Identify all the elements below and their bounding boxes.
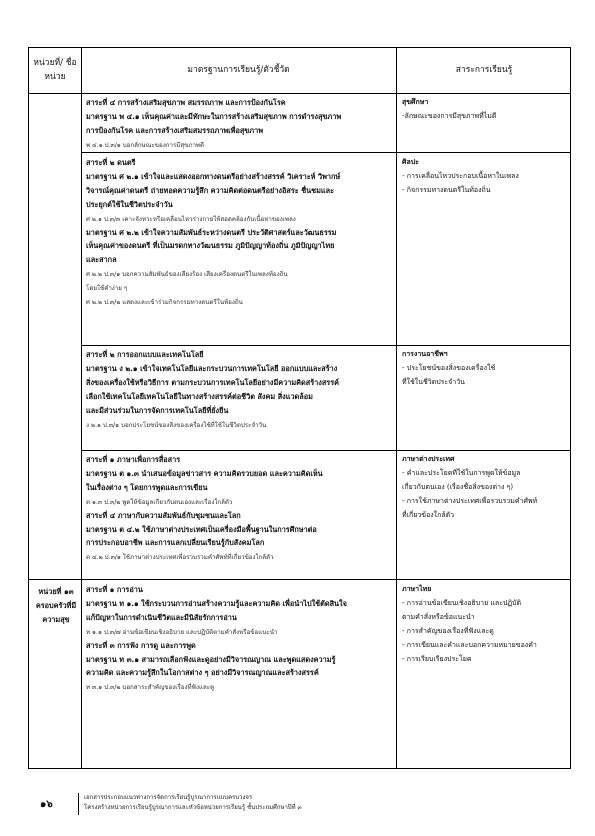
standard-text: สาระที่ ๑ การอ่าน: [86, 585, 143, 594]
footer-line-2: โครงสร้างหน่วยการเรียนรู้บูรณาการและหัวข้อหน่วยการเรียนรู้ ชั้นประถมศึกษาปีที่ ๓: [84, 804, 302, 811]
standard-text: การป้องกันโรค และการสร้างเสริมสมรรถภาพเพื่อสุขภาพ: [86, 125, 263, 135]
standard-line: [86, 198, 173, 212]
standard-text: พ ๔.๑ ป.๓/๑ บอกลักษณะของการมีสุขภาพดี: [86, 141, 205, 149]
standard-line: [86, 281, 127, 296]
standard-line: [86, 550, 274, 565]
standard-line: [86, 348, 204, 362]
standard-line: [86, 404, 228, 418]
content-line: - การใช้ภาษาต่างประเทศเพื่อรวบรวมคำศัพท์: [402, 496, 538, 505]
standard-text: เห็นคุณค่าของดนตรี ที่เป็นมรดกทางวัฒนธรรม ภูมิปัญญาท้องถิ่น ภูมิปัญญาไทย: [86, 241, 335, 251]
content-line: - กิจกรรมทางดนตรีในท้องถิ่น: [402, 185, 491, 194]
standard-text: สาระที่ ๒ ดนตรี: [86, 158, 136, 167]
standard-text: แก้ปัญหาในการดำเนินชีวิตและมีนิสัยรักการอ่าน: [86, 612, 237, 622]
standard-line: [86, 124, 263, 138]
standard-text: มาตรฐาน ง ๒.๑ เข้าใจเทคโนโลยีและกระบวนการเทคโนโลยี ออกแบบและสร้าง: [86, 363, 338, 373]
page-number: ๑๖: [40, 799, 53, 810]
standard-text: ประยุกต์ใช้ในชีวิตประจำวัน: [86, 199, 173, 209]
standard-line: [86, 362, 337, 376]
standard-text: และมีส่วนร่วมในการจัดการเทคโนโลยีที่ยั่งยืน: [86, 405, 229, 415]
content-line: สุขศึกษา: [402, 98, 429, 106]
standard-text: ศ ๒.๑ ป.๓/๓ เคาะจังหวะหรือเคลื่อนไหวร่างกายให้สอดคล้องกับเนื้อหาของเพลง: [86, 215, 296, 223]
standard-text: การประกอบอาชีพ และการแลกเปลี่ยนเรียนรู้กับสังคมโลก: [86, 538, 265, 548]
curriculum-table: [28, 47, 571, 769]
standard-text: ต ๑.๓ ป.๓/๒ พูดให้ข้อมูลเกี่ยวกับตนเองและเรื่องใกล้ตัว: [86, 498, 233, 506]
standard-line: [86, 110, 341, 124]
footer-divider: [78, 793, 79, 815]
column-divider: [396, 48, 397, 768]
header-standards: มาตรฐานการเรียนรู้/ตัวชี้วัด: [187, 65, 290, 75]
standard-text: ท ๑.๑ ป.๓/๗ อ่านข้อเขียนเชิงอธิบาย และปฏิบัติตามคำสั่งหรือข้อแนะนำ: [86, 628, 278, 636]
standard-text: มาตรฐาน ท ๓.๑ สามารถเลือกฟังและดูอย่างมีวิจารณญาณ และพูดแสดงความรู้: [86, 654, 336, 664]
standard-line: [86, 495, 232, 510]
header-divider: [29, 93, 570, 94]
content-line: ที่ใช้ในชีวิตประจำวัน: [402, 377, 465, 386]
unit-title: หน่วยที่ ๑๓ ครอบครัวที่มีความสุข: [35, 587, 77, 624]
standard-text: ง ๒.๑ ป.๓/๑ บอกประโยชน์ของสิ่งของเครื่องใช้ที่ใช้ในชีวิตประจำวัน: [86, 421, 267, 429]
standard-text: ท ๓.๑ ป.๓/๒ บอกสาระสำคัญของเรื่องที่ฟังและดู: [86, 684, 215, 692]
content-line: - การเรียบเรียงประโยค: [402, 654, 472, 663]
standard-text: สาระที่ ๑ ภาษาเพื่อการสื่อสาร: [86, 455, 181, 464]
standard-text: ในเรื่องต่าง ๆ โดยการพูดและการเขียน: [86, 482, 208, 492]
content-line: - ประโยชน์ของสิ่งของเครื่องใช้: [402, 363, 496, 372]
standard-line: [86, 295, 243, 310]
standard-text: มาตรฐาน ท ๑.๑ ใช้กระบวนการอ่านสร้างความรู้และความคิด เพื่อนำไปใช้ตัดสินใจ: [86, 598, 347, 608]
standard-line: [86, 467, 323, 481]
content-line: -ลักษณะของการมีสุขภาพที่ไม่ดี: [402, 111, 497, 120]
content-line: ตามคำสั่งหรือข้อแนะนำ: [402, 612, 475, 621]
standard-line: [86, 509, 241, 523]
standard-line: [86, 184, 334, 198]
standard-text: ศ ๒.๒ ป.๓/๒ แสดงและเข้าร่วมกิจกรรมทางดนตรีในท้องถิ่น: [86, 299, 243, 306]
content-line: เกี่ยวกับตนเอง (เรื่องชื่อสิ่งของต่าง ๆ): [402, 482, 514, 491]
standard-line: [86, 453, 180, 467]
content-line: ภาษาต่างประเทศ: [402, 455, 455, 463]
row-divider: [29, 579, 570, 580]
standard-text: โดยใช้คำง่าย ๆ: [86, 285, 128, 293]
standard-text: สาระที่ ๓ การฟัง การดู และการพูด: [86, 640, 196, 650]
content-line: - การเคลื่อนไหวประกอบเนื้อหาในเพลง: [402, 171, 519, 180]
standard-line: [86, 418, 266, 433]
standard-line: [86, 536, 264, 550]
standard-text: สิ่งของเครื่องใช้หรือวิธีการ ตามกระบวนการเทคโนโลยีอย่างมีความคิดสร้างสรรค์: [86, 377, 339, 387]
content-line: ที่เกี่ยวข้องใกล้ตัว: [402, 510, 455, 519]
standard-line: [86, 376, 339, 390]
standard-text: มาตรฐาน พ ๔.๑ เห็นคุณค่าและมีทักษะในการสร้างเสริมสุขภาพ การดำรงสุขภาพ: [86, 111, 342, 121]
standard-line: [86, 481, 208, 495]
header-unit: หน่วยที่/ ชื่อหน่วย: [33, 58, 77, 82]
standard-line: [86, 666, 319, 680]
standard-text: มาตรฐาน ศ ๒.๑ เข้าใจและแสดงออกทางดนตรีอย่างสร้างสรรค์ วิเคราะห์ วิพากษ์: [86, 171, 341, 181]
footer-text: [84, 793, 302, 813]
content-line: ศิลปะ: [402, 158, 419, 166]
standard-line: [86, 253, 117, 267]
standard-text: สาระที่ ๒ การออกแบบและเทคโนโลยี: [86, 350, 204, 359]
content-line: - การเขียนและคำและบอกความหมายของคำ: [402, 640, 537, 649]
standard-text: ศ ๒.๒ ป.๓/๑ บอกความสัมพันธ์ของเสียงร้อง เสียงเครื่องดนตรีในเพลงท้องถิ่น: [86, 271, 288, 279]
standard-line: [86, 226, 337, 240]
standard-text: วิจารณ์คุณค่าดนตรี ถ่ายทอดความรู้สึก ความคิดต่อดนตรีอย่างอิสระ ชื่นชมและ: [86, 185, 334, 195]
standard-text: สาระที่ ๔ ภาษากับความสัมพันธ์กับชุมชนและโลก: [86, 510, 241, 520]
standard-line: [86, 212, 296, 227]
standard-line: [86, 156, 135, 170]
standard-text: และสากล: [86, 255, 117, 265]
row-divider: [81, 345, 570, 346]
standard-text: ความคิด และความรู้สึกในโอกาสต่าง ๆ อย่างมีวิจารณญาณและสร้างสรรค์: [86, 668, 319, 678]
standard-line: [86, 138, 204, 153]
row-divider: [81, 450, 570, 451]
column-divider: [81, 48, 82, 768]
standard-line: [86, 96, 286, 110]
standard-text: มาตรฐาน ต ๔.๒ ใช้ภาษาต่างประเทศเป็นเครื่องมือพื้นฐานในการศึกษาต่อ: [86, 524, 317, 534]
standard-text: ต ๔.๒ ป.๓/๑ ใช้ภาษาต่างประเทศเพื่อรวบรวมคำศัพท์ที่เกี่ยวข้องใกล้ตัว: [86, 554, 274, 562]
standard-line: [86, 390, 313, 404]
standard-line: [86, 611, 237, 625]
standard-line: [86, 239, 334, 253]
content-line: - คำและประโยคที่ใช้ในการพูดให้ข้อมูล: [402, 468, 521, 477]
content-line: - การอ่านข้อเขียนเชิงอธิบาย และปฏิบัติ: [402, 598, 522, 607]
standard-line: [86, 653, 335, 667]
footer-line-1: เอกสารประกอบแนวทางการจัดการเรียนรู้บูรณาการแบบครบวงจร: [84, 794, 253, 801]
standard-text: มาตรฐาน ต ๑.๓ นำเสนอข้อมูลข่าวสาร ความคิดรวบยอด และความคิดเห็น: [86, 468, 323, 478]
standard-line: [86, 583, 143, 597]
content-line: ภาษาไทย: [402, 585, 432, 593]
standard-line: [86, 170, 340, 184]
standard-line: [86, 523, 317, 537]
standard-line: [86, 625, 277, 640]
standard-text: มาตรฐาน ศ ๒.๒ เข้าใจความสัมพันธ์ระหว่างดนตรี ประวัติศาสตร์และวัฒนธรรม: [86, 227, 337, 237]
standard-text: เลือกใช้เทคโนโลยีเทคโนโลยีในทางสร้างสรรค์ต่อชีวิต สังคม สิ่งแวดล้อม: [86, 391, 313, 401]
standard-line: [86, 267, 288, 282]
standard-line: [86, 680, 214, 695]
standard-text: สาระที่ ๔ การสร้างเสริมสุขภาพ สมรรถภาพ และการป้องกันโรค: [86, 98, 286, 107]
content-line: การงานอาชีพฯ: [402, 350, 448, 358]
content-line: - การสำคัญของเรื่องที่ฟังและดู: [402, 626, 494, 635]
header-content: สาระการเรียนรู้: [455, 65, 513, 75]
standard-line: [86, 639, 196, 653]
standard-line: [86, 597, 347, 611]
